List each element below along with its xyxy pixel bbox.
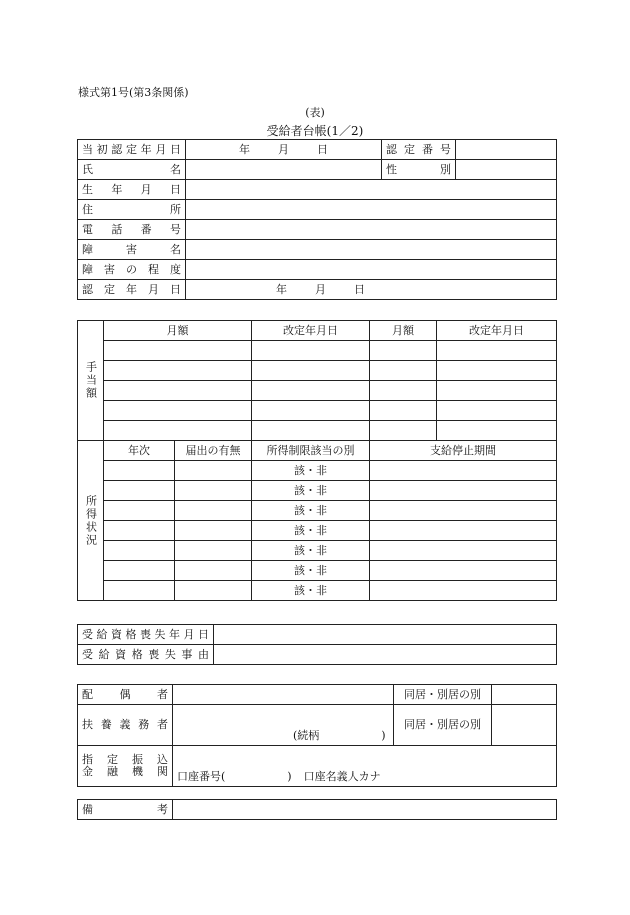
table-row [78,685,557,705]
filing-cell[interactable] [175,561,252,581]
applicable-cell[interactable]: 該・非 [252,501,370,521]
amount-cell[interactable] [104,341,252,361]
degree-field[interactable] [186,260,557,280]
address-label: 住所 [78,200,186,220]
cert-no-field[interactable] [456,140,557,160]
amount-cell[interactable] [370,421,437,441]
account-no-label: 口座番号( [177,770,226,783]
day-mark: 日 [354,282,365,296]
applicable-cell[interactable]: 該・非 [252,541,370,561]
bank-label-line-2: 金融機関 [82,765,168,778]
remarks-label: 備考 [78,800,173,820]
obligor-cohabit-field[interactable] [492,705,557,746]
table-row [78,401,557,421]
date-cell[interactable] [252,361,370,381]
date-cell[interactable] [437,401,557,421]
date-cell[interactable] [437,421,557,441]
year-mark: 年 [276,282,287,296]
income-limit-header: 所得制限該当の別 [252,441,370,461]
applicable-cell[interactable]: 該・非 [252,481,370,501]
cert-no-label: 認定番号 [382,140,456,160]
year-cell[interactable] [104,561,175,581]
obligor-label: 扶養義務者 [78,705,173,746]
date-cell[interactable] [437,381,557,401]
table-row [78,321,557,341]
table-row [78,800,557,820]
table-row [78,625,557,645]
spouse-cohabit-field[interactable] [492,685,557,705]
sex-field[interactable] [456,160,557,180]
table-row [78,220,557,240]
amount-cell[interactable] [104,401,252,421]
date-cell[interactable] [252,381,370,401]
bank-field[interactable] [173,746,557,787]
table-row [78,200,557,220]
filing-cell[interactable] [175,581,252,601]
applicable-cell[interactable]: 該・非 [252,561,370,581]
day-mark: 日 [317,142,328,156]
table-row [78,361,557,381]
allowance-section-label: 手当額 [78,321,104,441]
table-row [78,421,557,441]
amount-cell[interactable] [104,421,252,441]
table-row [78,645,557,665]
sex-label: 性別 [382,160,456,180]
suspension-cell[interactable] [370,581,557,601]
revision-date-header-2: 改定年月日 [437,321,557,341]
date-cell[interactable] [252,341,370,361]
year-cell[interactable] [104,541,175,561]
obligor-field[interactable] [173,705,394,746]
table-row [78,481,557,501]
table-row [78,561,557,581]
table-row [78,140,557,160]
filing-cell[interactable] [175,521,252,541]
monthly-amount-header: 月額 [104,321,252,341]
relation-close: ) [381,729,386,742]
allowance-income-table [77,320,557,601]
year-header: 年次 [104,441,175,461]
remarks-field[interactable] [173,800,557,820]
table-row [78,581,557,601]
year-cell[interactable] [104,521,175,541]
year-cell[interactable] [104,481,175,501]
table-row [78,381,557,401]
filing-cell[interactable] [175,501,252,521]
relation-open: (続柄 [293,729,320,742]
year-cell[interactable] [104,461,175,481]
table-row [78,521,557,541]
disability-label: 障害名 [78,240,186,260]
table-row [78,240,557,260]
amount-cell[interactable] [370,361,437,381]
table-row [78,461,557,481]
name-label: 氏名 [78,160,186,180]
table-row [78,260,557,280]
amount-cell[interactable] [104,381,252,401]
suspension-cell[interactable] [370,561,557,581]
suspension-cell[interactable] [370,501,557,521]
phone-label: 電話番号 [78,220,186,240]
table-row [78,160,557,180]
suspension-cell[interactable] [370,481,557,501]
applicable-cell[interactable]: 該・非 [252,521,370,541]
table-row [78,441,557,461]
bank-label [78,746,173,787]
name-field[interactable] [186,160,382,180]
phone-field[interactable] [186,220,557,240]
table-row [78,180,557,200]
account-no-close: ) [287,770,292,783]
month-mark: 月 [278,142,289,156]
date-cell[interactable] [252,401,370,421]
amount-cell[interactable] [104,361,252,381]
table-row [78,746,557,787]
table-row [78,541,557,561]
amount-cell[interactable] [370,401,437,421]
degree-label: 障害の程度 [78,260,186,280]
date-cell[interactable] [437,361,557,381]
filing-cell[interactable] [175,541,252,561]
loss-table [77,624,557,665]
cert-date-label: 認定年月日 [78,280,186,300]
year-cell[interactable] [104,501,175,521]
bank-label-line-1: 指定振込 [82,753,168,766]
date-cell[interactable] [252,421,370,441]
disability-field[interactable] [186,240,557,260]
suspension-cell[interactable] [370,521,557,541]
side-label: (表) [305,106,325,119]
month-mark: 月 [315,282,326,296]
spouse-cohabit-label: 同居・別居の別 [394,685,492,705]
cert-date-field[interactable] [186,280,557,300]
suspension-cell[interactable] [370,461,557,481]
loss-date-field[interactable] [214,625,557,645]
applicable-cell[interactable]: 該・非 [252,461,370,481]
date-cell[interactable] [437,341,557,361]
obligor-cohabit-label: 同居・別居の別 [394,705,492,746]
basic-info-table [77,139,557,300]
suspension-cell[interactable] [370,541,557,561]
remarks-table [77,799,557,820]
spouse-field[interactable] [173,685,394,705]
account-name-label: 口座名義人カナ [303,770,381,783]
birth-label: 生年月日 [78,180,186,200]
applicable-cell[interactable]: 該・非 [252,581,370,601]
table-row [78,501,557,521]
table-row [78,705,557,746]
birth-field[interactable] [186,180,557,200]
loss-reason-field[interactable] [214,645,557,665]
form-number: 様式第1号(第3条関係) [78,86,189,99]
table-row [78,341,557,361]
suspension-header: 支給停止期間 [370,441,557,461]
initial-date-label: 当初認定年月日 [78,140,186,160]
monthly-amount-header-2: 月額 [370,321,437,341]
amount-cell[interactable] [370,381,437,401]
page-title: 受給者台帳(1／2) [266,124,364,138]
loss-reason-label: 受給資格喪失事由 [78,645,214,665]
loss-date-label: 受給資格喪失年月日 [78,625,214,645]
family-bank-table [77,684,557,787]
filing-header: 届出の有無 [175,441,252,461]
spouse-label: 配偶者 [78,685,173,705]
income-section-label: 所得状況 [78,441,104,601]
address-field[interactable] [186,200,557,220]
filing-cell[interactable] [175,481,252,501]
year-mark: 年 [239,142,250,156]
year-cell[interactable] [104,581,175,601]
filing-cell[interactable] [175,461,252,481]
table-row [78,280,557,300]
revision-date-header: 改定年月日 [252,321,370,341]
amount-cell[interactable] [370,341,437,361]
initial-date-field[interactable] [186,140,382,160]
